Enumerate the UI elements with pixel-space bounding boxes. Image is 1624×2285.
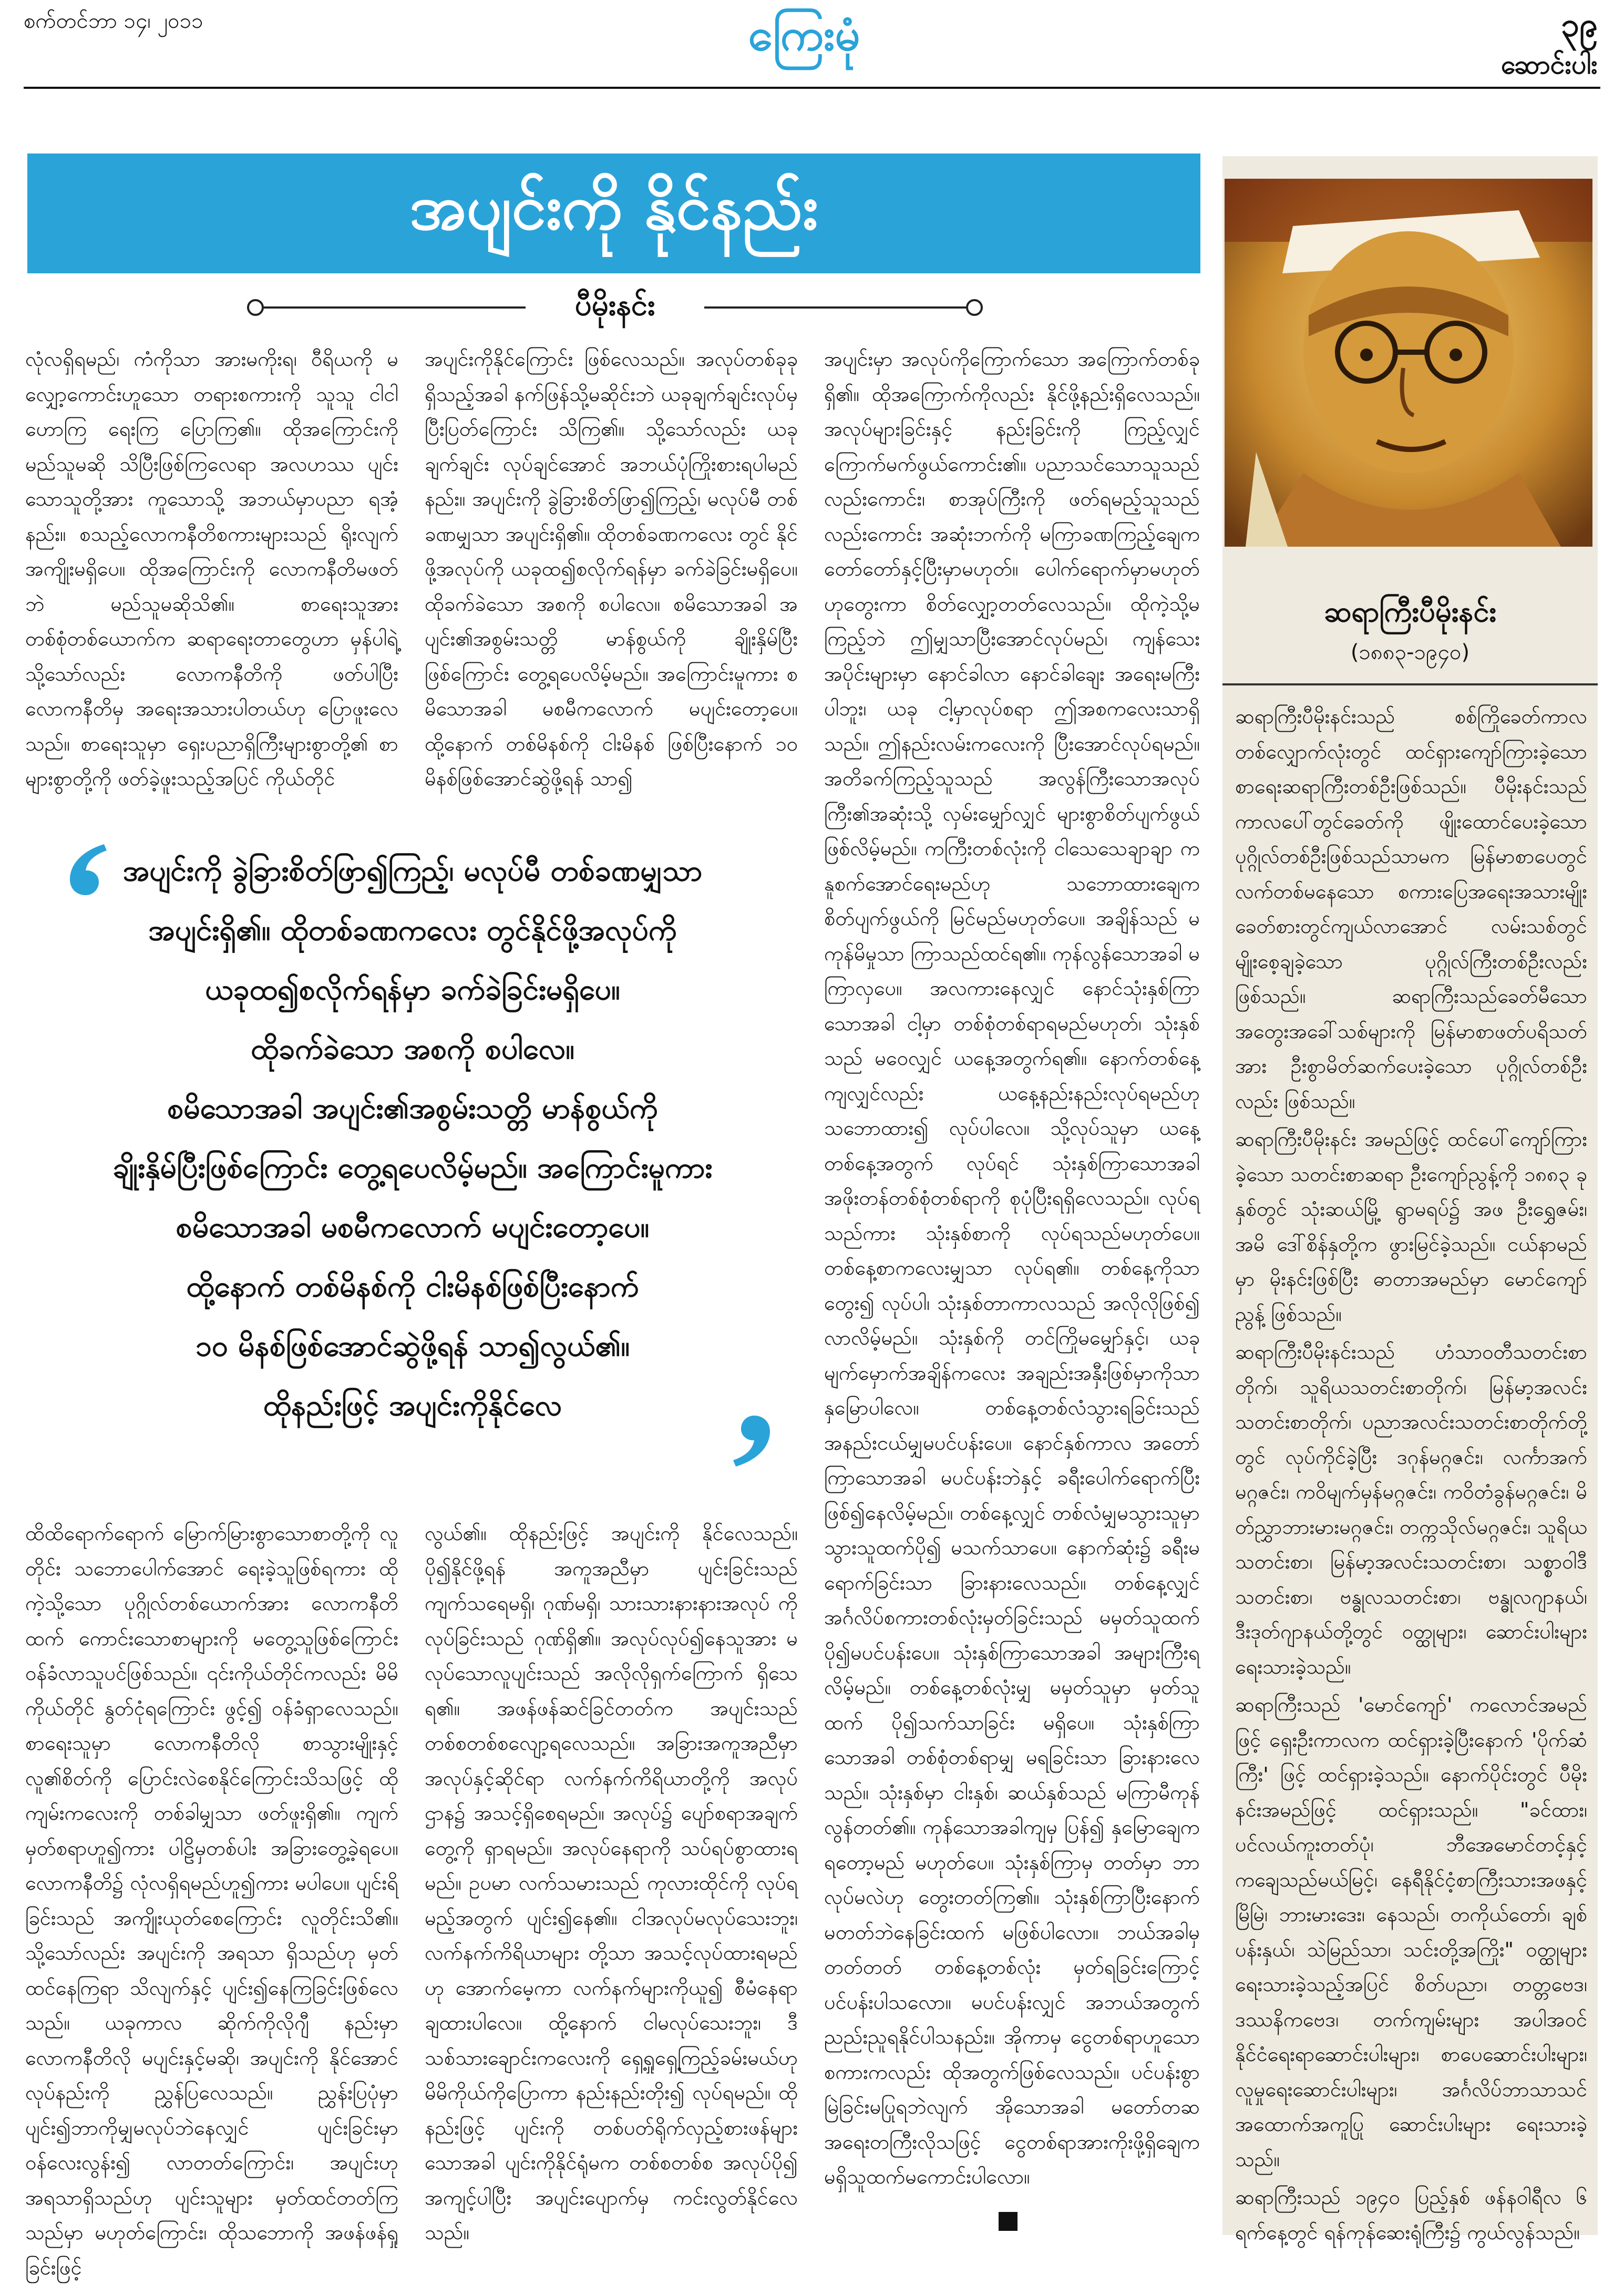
paragraph: လုံလရှိရမည်၊ ကံကိုသာ အားမကိုးရ၊ ဝီရိယကို မလျှော့ကောင်းဟူသော တရားစကားကို သူသူ ငါငါဟောကြ ရေးကြ ပြောကြ၏။ ထိုအကြောင်းကို မည်သူမဆို သိပြီးဖြစ်ကြလေရာ အလဟဿ ပျင်းသောသူတို့အား ကူသောသို့ အဘယ်မှာပညာ ရအံ့နည်း။ စသည့်လောကနီတိစကားများသည် ရိုးလျက် အကျိုးမရှိပေ။ ထိုအကြောင်းကို လောကနီတိမဖတ်ဘဲ မည်သူမဆိုသိ၏။ စာရေးသူအား တစ်စုံတစ်ယောက်က ဆရာရေးတာတွေဟာ မှန်ပါရဲ့ သို့သော်လည်း လောကနီတိကို ဖတ်ပါပြီး လောကနီတိမှ အရေးအသားပါတယ်ဟု ပြောဖူးလေသည်။ စာရေးသူမှာ ရှေးပညာရှိကြီးများစွာတို့၏ စာများစွာတို့ကို ဖတ်ခဲ့ဖူးသည့်အပြင် ကိုယ်တိုင် [25,347,398,790]
pull-quote [63,841,762,1472]
article-title: အပျင်းကို နိုင်နည်း [409,171,818,243]
column-2-bottom [425,1516,798,2244]
quote-line: အပျင်းရှိ၏။ ထိုတစ်ခဏကလေး တွင်နိုင်ဖို့အလုပ်ကို [148,913,677,947]
column-2-top [425,342,798,825]
column-1-top [25,342,398,825]
section-label: ဆောင်းပါး [1500,49,1598,80]
quote-line: ချိုးနှိမ်ပြီးဖြစ်ကြောင်း တွေ့ရပေလိမ့်မည်။ အကြောင်းမူကား [112,1151,713,1184]
bio-paragraph: ဆရာကြီးသည် 'မောင်ကျော်' ကလောင်အမည်ဖြင့် ရှေးဦးကာလက ထင်ရှားခဲ့ပြီးနောက် 'ပိုက်ဆံကြီး' ဖြင့် ထင်ရှားခဲ့သည်။ နောက်ပိုင်းတွင် ပီမိုးနင်းအမည်ဖြင့် ထင်ရှားသည်။ "ခင်ထား၊ ပင်လယ်ကူးတတ်ပုံ၊ ဘီအေမောင်တင့်နှင့် ကချေသည်မယ်မြင့်၊ နေရီနိုင်ငံ့စာကြီးသားအဖနှင့် မြိမြဲ၊ ဘားမားဒေး၊ နေသည်၊ တကိုယ်တော်၊ ချစ်ပန်းနှယ်၊ သဲမြည်သာ၊ သင်းတို့အကြိုး" ဝတ္ထုများ ရေးသားခဲ့သည့်အပြင် စိတ်ပညာ၊ တတ္တဗေဒ၊ ဒဿနိကဗေဒ၊ တက်ကျမ်းများ အပါအဝင် နိုင်ငံရေးရာဆောင်းပါးများ၊ စာပေဆောင်းပါးများ၊ လူမှုရေးဆောင်းပါးများ၊ အင်္ဂလိပ်ဘာသာသင်အထောက်အကူပြု ဆောင်းပါးများ ရေးသားခဲ့သည်။ [1235,1693,1587,2171]
bio-paragraph: ဆရာကြီးပီမိုးနင်းသည် စစ်ကြိုခေတ်ကာလ တစ်လျှောက်လုံးတွင် ထင်ရှားကျော်ကြားခဲ့သော စာရေးဆရာကြီးတစ်ဦးဖြစ်သည်။ ပီမိုးနင်းသည် ကာလပေါ်တွင်ခေတ်ကို ဖျိုးထောင်ပေးခဲ့သော ပုဂ္ဂိုလ်တစ်ဦးဖြစ်သည်သာမက မြန်မာစာပေတွင် လက်တစ်မနေသော စကားပြေအရေးအသားမျိုး ခေတ်စားတွင်ကျယ်လာအောင် လမ်းသစ်တွင် မျိုးစေ့ချခဲ့သော ပုဂ္ဂိုလ်ကြီးတစ်ဦးလည်း ဖြစ်သည်။ ဆရာကြီးသည်ခေတ်မီသော အတွေးအခေါ်သစ်များကို မြန်မာစာဖတ်ပရိသတ်အား ဦးစွာမိတ်ဆက်ပေးခဲ့သော ပုဂ္ဂိုလ်တစ်ဦးလည်း ဖြစ်သည်။ [1235,705,1587,1113]
paragraph: လွယ်၏။ ထိုနည်းဖြင့် အပျင်းကို နိုင်လေသည်။ ပို၍နိုင်ဖို့ရန် အကူအညီမှာ ပျင်းခြင်းသည် ကျက်သရေမရှိ၊ ဂုဏ်မရှိ၊ သားသားနားနားအလုပ် ကို လုပ်ခြင်းသည် ဂုဏ်ရှိ၏။ အလုပ်လုပ်၍နေသူအား မလုပ်သောလူပျင်းသည် အလိုလိုရှက်ကြောက် ရှိသေရ၏။ အဖန်ဖန်ဆင်ခြင်တတ်က အပျင်းသည် တစ်စတစ်စလျော့ရလေသည်။ အခြားအကူအညီမှာ အလုပ်နှင့်ဆိုင်ရာ လက်နက်ကိရိယာတို့ကို အလုပ်ဌာန၌ အသင့်ရှိစေရမည်။ အလုပ်၌ ပျော်စရာအချက်တွေ့ကို ရှာရမည်။ အလုပ်နေရာကို သပ်ရပ်စွာထားရမည်။ ဥပမာ လက်သမားသည် ကုလားထိုင်ကို လုပ်ရမည့်အတွက် ပျင်း၍နေ၏။ ငါအလုပ်မလုပ်သေးဘူး၊ လက်နက်ကိရိယာများ တို့သာ အသင့်လုပ်ထားရမည်ဟု အောက်မေ့ကာ လက်နက်များကိုယူ၍ စီမံနေရာချထားပါလေ။ ထို့နောက် ငါမလုပ်သေးဘူး၊ ဒီသစ်သားချောင်းကလေးကို ရှေ့ရှုရှေ့ကြည့်ခမ်းမယ်ဟု မိမိကိုယ်ကိုပြောကာ နည်းနည်းတိုး၍ လုပ်ရမည်။ ထိုနည်းဖြင့် ပျင်းကို တစ်ပတ်ရိုက်လှည့်စားဖန်များသောအခါ ပျင်းကိုနိုင်ရုံမက တစ်စတစ်စ အလုပ်ပို၍ အကျင့်ပါပြီး အပျင်းပျောက်မှ ကင်းလွတ်နိုင်လေသည်။ [425,1522,798,2244]
bio-paragraph: ဆရာကြီးပီမိုးနင်းသည် ဟံသာဝတီသတင်းစာတိုက်၊ သူရိယသတင်းစာတိုက်၊ မြန်မာ့အလင်း သတင်းစာတိုက်၊ ပညာအလင်းသတင်းစာတိုက်တို့တွင် လုပ်ကိုင်ခဲ့ပြီး ဒဂုန်မဂ္ဂဇင်း၊ လင်္ကာအက်မဂ္ဂဇင်း၊ ကဝိမျက်မှန်မဂ္ဂဇင်း၊ ကဝိတံခွန်မဂ္ဂဇင်း၊ မိတ်ညွှာဘားမားမဂ္ဂဇင်း၊ တက္ကသိုလ်မဂ္ဂဇင်း၊ သူရိယသတင်းစာ၊ မြန်မာ့အလင်းသတင်းစာ၊ သစ္စာဝါဒီသတင်းစာ၊ ဗန္ဓုလသတင်းစာ၊ ဗန္ဓုလဂျာနယ်၊ ဒီးဒုတ်ဂျာနယ်တို့တွင် ဝတ္ထုများ၊ ဆောင်းပါးများ ရေးသားခဲ့သည်။ [1235,1340,1587,1678]
bio-paragraph: ဆရာကြီးသည် ၁၉၄၀ ပြည့်နှစ် ဖန်နဝါရီလ ၆ ရက်နေ့တွင် ရန်ကုန်ဆေးရုံကြီး၌ ကွယ်လွန်သည်။ [1235,2186,1587,2244]
title-banner [27,153,1200,273]
quote-line: အပျင်းကို ခွဲခြားစိတ်ဖြာ၍ကြည့်၊ မလုပ်မီ တစ်ခဏမျှသာ [122,854,703,887]
bio-paragraph: ဆရာကြီးပီမိုးနင်း အမည်ဖြင့် ထင်ပေါ်ကျော်ကြားခဲ့သော သတင်းစာဆရာ ဦးကျော်ညွန့်ကို ၁၈၈၃ ခုနှစ်တွင် သုံးဆယ်မြို့ ရွာမရပ်၌ အဖ ဦးရွှေဇမ်း၊ အမိ ဒေါ်စိန်နှတို့က ဖွားမြင်ခဲ့သည်။ ငယ်နာမည်မှာ မိုးနင်းဖြစ်ပြီး ဓာတာအမည်မှာ မောင်ကျော်ညွန့် ဖြစ်သည်။ [1235,1128,1587,1326]
logo-text: ကြေးမုံ [748,9,860,60]
bio-text [1235,699,1587,2244]
quote-line: စမိသောအခါ မစမီကလောက် မပျင်းတော့ပေ။ [176,1210,650,1244]
author-name: ပီမိုးနင်း [526,286,704,330]
close-quote-icon [731,1413,778,1471]
bio-name: ဆရာကြီးပီမိုးနင်း [1323,595,1496,628]
bio-divider [1222,683,1598,685]
quote-line: စမိသောအခါ အပျင်း၏အစွမ်းသတ္တိ မာန်စွယ်ကို [167,1091,658,1125]
column-1-bottom [25,1516,398,2279]
byline [247,286,983,329]
quote-line: ထိုနည်းဖြင့် အပျင်းကိုနိုင်လေ [263,1388,562,1422]
quote-line: ၁၀ မိနစ်ဖြစ်အောင်ဆွဲဖို့ရန် သာ၍လွယ်၏။ [195,1329,630,1362]
byline-dot-left [247,299,264,316]
quote-line: ယခုထ၍စလိုက်ရန်မှာ ခက်ခဲခြင်းမရှိပေ။ [205,972,620,1006]
author-portrait [1225,179,1592,547]
end-mark [999,2212,1017,2231]
paragraph: ထိထိရောက်ရောက် မြောက်မြားစွာသောစာတို့ကို လူတိုင်း သဘောပေါက်အောင် ရေးခဲ့သူဖြစ်ရကား ထိုကဲ့သို့သော ပုဂ္ဂိုလ်တစ်ယောက်အား လောကနီတိထက် ကောင်းသောစာများကို မတွေ့သူဖြစ်ကြောင်း ဝန်ခံလာသူပင်ဖြစ်သည်။ ၎င်းကိုယ်တိုင်ကလည်း မိမိကိုယ်တိုင် နွတ်ငုံရကြောင်း ဖွင့်၍ ဝန်ခံရှာလေသည်။ စာရေးသူမှာ လောကနီတိလို စာသွားမျိုးနှင့် လူ၏စိတ်ကို ပြောင်းလဲစေနိုင်ကြောင်းသိသဖြင့် ထိုကျမ်းကလေးကို တစ်ခါမျှသာ ဖတ်ဖူးရှိ၏။ ကျက်မှတ်စရာဟူ၍ကား ပါဠိမှတစ်ပါး အခြားတွေ့ခဲ့ရပေ။ လောကနီတိ၌ လုံလရှိရမည်ဟူ၍ကား မပါပေ။ ပျင်းရိခြင်းသည် အကျိုးယုတ်စေကြောင်း လူတိုင်းသိ၏။ သို့သော်လည်း အပျင်းကို အရသာ ရှိသည်ဟု မှတ်ထင်နေကြရာ သိလျက်နှင့် ပျင်း၍နေကြခြင်းဖြစ်လေသည်။ ယခုကာလ ဆိုက်ကိုလိုဂျီ နည်းမှာ လောကနီတိလို မပျင်းနှင့်မဆို၊ အပျင်းကို နိုင်အောင်လုပ်နည်းကို ညွှန်ပြလေသည်။ ညွှန်းပြပုံမှာ ပျင်း၍ဘာကိုမျှမလုပ်ဘဲနေလျှင် ပျင်းခြင်းမှာ ဝန်လေးလွန်း၍ လာတတ်ကြောင်း၊ အပျင်းဟု အရသာရှိသည်ဟု ပျင်းသူများ မှတ်ထင်တတ်ကြသည်မှာ မဟုတ်ကြောင်း၊ ထိုသဘောကို အဖန်ဖန်ရှုခြင်းဖြင့် [25,1522,398,2279]
byline-dot-right [966,299,983,316]
issue-date: စက်တင်ဘာ ၁၄၊ ၂၀၁၁ [24,9,203,33]
column-3 [824,342,1200,2229]
quote-line: ထို့နောက် တစ်မိနစ်ကို ငါးမိနစ်ဖြစ်ပြီးနောက် [186,1269,639,1303]
paragraph: အပျင်းမှာ အလုပ်ကိုကြောက်သော အကြောက်တစ်ခုရှိ၏။ ထိုအကြောက်ကိုလည်း နိုင်ဖို့နည်းရှိလေသည်။ အလုပ်များခြင်းနှင့် နည်းခြင်းကို ကြည့်လျှင် ကြောက်မက်ဖွယ်ကောင်း၏။ ပညာသင်သောသူသည်လည်းကောင်း၊ စာအုပ်ကြီးကို ဖတ်ရမည့်သူသည်လည်းကောင်း အဆုံးဘက်ကို မကြာခဏကြည့်ချေက တော်တော်နှင့်ပြီးမှာမဟုတ်။ ပေါက်ရောက်မှာမဟုတ်ဟုတွေးကာ စိတ်လျှော့တတ်လေသည်။ ထိုကဲ့သို့မကြည့်ဘဲ ဤမျှသာပြီးအောင်လုပ်မည်၊ ကျန်သေးအပိုင်းများမှာ နောင်ခါလာ နောင်ခါချေး အရေးမကြီးပါဘူး၊ ယခု ငါ့မှာလုပ်စရာ ဤအစကလေးသာရှိသည်။ ဤနည်းလမ်းကလေးကို ပြီးအောင်လုပ်ရမည်။ အတိခက်ကြည့်သူသည် အလွန်ကြီးသောအလုပ်ကြီး၏အဆုံးသို့ လှမ်းမျှော်လျှင် များစွာစိတ်ပျက်ဖွယ်ဖြစ်လိမ့်မည်။ ကကြီးတစ်လုံးကို ငါသေသေချာချာ ကနူစက်အောင်ရေးမည်ဟု သဘောထားချေက စိတ်ပျက်ဖွယ်ကို မြင်မည်မဟုတ်ပေ။ အချိန်သည် မကုန်မိမှုသာ ကြာသည်ထင်ရ၏။ ကုန်လွန်သောအခါ မကြာလှပေ။ အလကားနေလျှင် နောင်သုံးနှစ်ကြာသောအခါ ငါ့မှာ တစ်စုံတစ်ရာရမည်မဟုတ်၊ သုံးနှစ်သည် မဝေလျှင် ယနေ့အတွက်ရ၏။ နောက်တစ်နေ့ကျလျှင်လည်း ယနေ့နည်းနည်းလုပ်ရမည်ဟု သဘောထား၍ လုပ်ပါလေ။ သို့လုပ်သူမှာ ယနေ့တစ်နေ့အတွက် လုပ်ရင် သုံးနှစ်ကြာသောအခါ အဖိုးတန်တစ်စုံတစ်ရာကို စုပုံပြီးရရှိလေသည်။ လုပ်ရသည်ကား သုံးနှစ်စာကို လုပ်ရသည်မဟုတ်ပေ။ တစ်နေ့စာကလေးမျှသာ လုပ်ရ၏။ တစ်နေ့ကိုသာ တွေး၍ လုပ်ပါ၊ သုံးနှစ်တာကာလသည် အလိုလိုဖြစ်၍ လာလိမ့်မည်။ သုံးနှစ်ကို တင်ကြိုမမျှော်နှင့်၊ ယခုမျက်မှောက်အချိန်ကလေး အချည်းအနှီးဖြစ်မှာကိုသာ နှမြောပါလေ။ တစ်နေ့တစ်လံသွားရခြင်းသည် အနည်းငယ်မျှမပင်ပန်းပေ။ နောင်နှစ်ကာလ အတော်ကြာသောအခါ မပင်ပန်းဘဲနှင့် ခရီးပေါက်ရောက်ပြီးဖြစ်၍နေလိမ့်မည်။ တစ်နေ့လျှင် တစ်လံမျှမသွားသူမှာ သွားသူထက်ပို၍ မသက်သာပေ။ နောက်ဆုံး၌ ခရီးမရောက်ခြင်းသာ ခြားနားလေသည်။ တစ်နေ့လျှင် အင်္ဂလိပ်စကားတစ်လုံးမှတ်ခြင်းသည် မမှတ်သူထက် ပို၍မပင်ပန်းပေ။ သုံးနှစ်ကြာသောအခါ အများကြီးရလိမ့်မည်။ တစ်နေ့တစ်လုံးမျှ မမှတ်သူမှာ မှတ်သူထက် ပို၍သက်သာခြင်း မရှိပေ။ သုံးနှစ်ကြာသောအခါ တစ်စုံတစ်ရာမျှ မရခြင်းသာ ခြားနားလေသည်။ သုံးနှစ်မှာ ငါးနှစ်၊ ဆယ်နှစ်သည် မကြာမီကုန်လွန်တတ်၏။ ကုန်သောအခါကျမှ ပြန်၍ နှမြောချေက ရတော့မည် မဟုတ်ပေ။ သုံးနှစ်ကြာမှ တတ်မှာ ဘာလုပ်မလဲဟု တွေးတတ်ကြ၏။ သုံးနှစ်ကြာပြီးနောက် မတတ်ဘဲနေခြင်းထက် မဖြစ်ပါလော။ ဘယ်အခါမှတတ်တတ် တစ်နေ့တစ်လုံး မှတ်ရခြင်းကြောင့် ပင်ပန်းပါသလော။ မပင်ပန်းလျှင် အဘယ်အတွက် ညည်းညူရနိုင်ပါသနည်း။ အိုကာမှ ငွေတစ်ရာဟူသောစကားကလည်း ထိုအတွက်ဖြစ်လေသည်။ ပင်ပန်းစွာ မြဲခြင်းမပြုရဘဲလျက် အိုသောအခါ မတော်တဆအရေးတကြီးလိုသဖြင့် ငွေတစ်ရာအားကိုးဖို့ရှိချေက မရှိသူထက်မကောင်းပါလော။ [824,347,1200,2188]
quote-line: ထိုခက်ခဲသော အစကို စပါလေ။ [251,1032,574,1065]
bio-years: (၁၈၈၃-၁၉၄၀) [1350,640,1470,664]
header-divider [24,87,1600,89]
paragraph: အပျင်းကိုနိုင်ကြောင်း ဖြစ်လေသည်။ အလုပ်တစ်ခုခုရှိသည့်အခါ နက်ဖြန်သို့မဆိုင်းဘဲ ယခုချက်ချင်းလုပ်မှ ပြီးပြတ်ကြောင်း သိကြ၏။ သို့သော်လည်း ယခုချက်ချင်း လုပ်ချင်အောင် အဘယ်ပုံကြိုးစားရပါမည်နည်း။ အပျင်းကို ခွဲခြားစိတ်ဖြာ၍ကြည့်၊ မလုပ်မီ တစ်ခဏမျှသာ အပျင်းရှိ၏။ ထိုတစ်ခဏကလေး တွင် နိုင်ဖို့အလုပ်ကို ယခုထ၍စလိုက်ရန်မှာ ခက်ခဲခြင်းမရှိပေ။ ထိုခက်ခဲသော အစကို စပါလေ။ စမိသောအခါ အပျင်း၏အစွမ်းသတ္တိ မာန်စွယ်ကို ချိုးနှိမ်ပြီးဖြစ်ကြောင်း တွေ့ရပေလိမ့်မည်။ အကြောင်းမူကား စမိသောအခါ မစမီကလောက် မပျင်းတော့ပေ။ ထို့နောက် တစ်မိနစ်ကို ငါးမိနစ် ဖြစ်ပြီးနောက် ၁၀ မိနစ်ဖြစ်အောင်ဆွဲဖို့ရန် သာ၍ [425,347,798,790]
newspaper-logo [725,0,883,71]
page-number: ၃၉ [1561,5,1598,44]
